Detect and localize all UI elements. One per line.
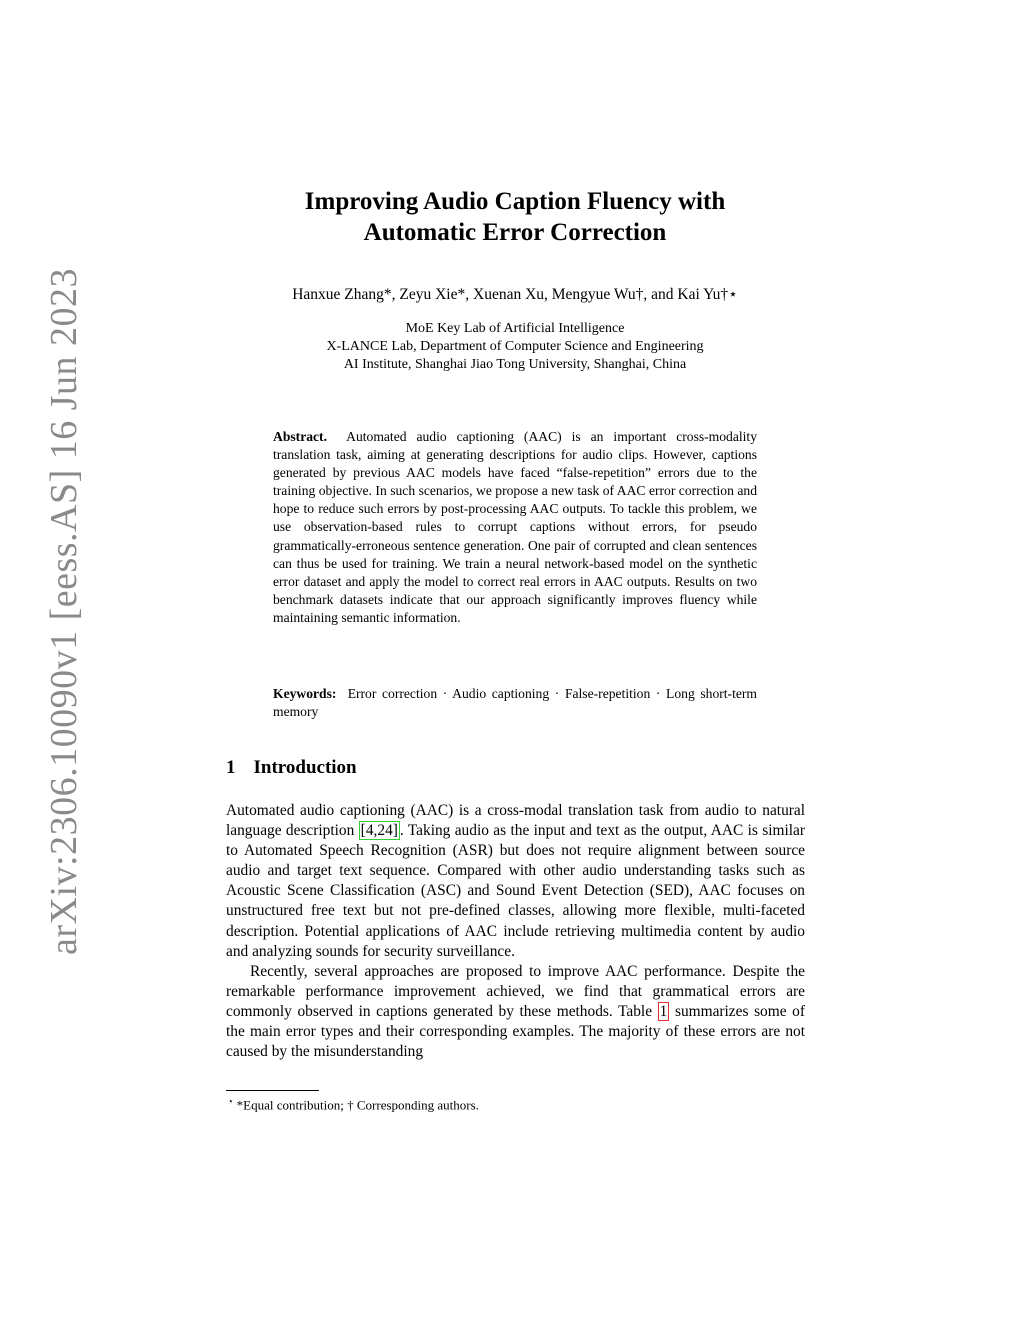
paragraph (226, 962, 805, 1062)
body-text (226, 801, 805, 1062)
cite-number: 4 (365, 822, 374, 840)
paragraph-text: Automated audio captioning (AAC) is a cross-modal translation task from audio to natural language description (226, 802, 805, 840)
abstract-label: Abstract. (273, 429, 327, 444)
paper-title (200, 186, 830, 248)
keywords-text: Error correction · Audio captioning · False-repetition · Long short-term memory (273, 686, 757, 720)
paragraph-text: summarizes some of the main error types and their corresponding examples. The majority of these errors are not caused by the misunderstanding (226, 1002, 805, 1061)
author-list: Hanxue Zhang*, Zeyu Xie*, Xuenan Xu, Mengyue Wu†, and Kai Yu†⋆ (292, 286, 738, 303)
cite-separator: , (373, 822, 378, 840)
footnote-divider (226, 1090, 319, 1091)
arxiv-identifier[interactable]: arXiv:2306.10090v1 [eess.AS] 16 Jun 2023 (43, 267, 85, 955)
table-ref-link[interactable]: 1 (659, 1002, 668, 1020)
footnote (228, 1096, 479, 1113)
cite-number: 24 (377, 822, 393, 840)
cite-bracket: ] (392, 822, 398, 840)
paragraph-text: Recently, several approaches are proposed to improve AAC performance. Despite the remarkable performance improvement achieved, we find that grammatical errors are commonly observed in captions generated by these methods. Table (226, 962, 805, 1020)
footnote-text: *Equal contribution; † Corresponding authors. (236, 1097, 479, 1113)
footnote-marker: ⋆ (228, 1096, 234, 1106)
section-title: Introduction (253, 757, 357, 778)
title-line-1: Improving Audio Caption Fluency with (304, 188, 726, 215)
keywords (273, 685, 757, 721)
affiliation-line: MoE Key Lab of Artificial Intelligence (405, 321, 625, 336)
keywords-label: Keywords: (273, 686, 337, 701)
affiliations (200, 320, 830, 374)
abstract (273, 428, 757, 627)
paragraph (226, 801, 805, 962)
paragraph-text: . Taking audio as the input and text as the output, AAC is similar to Automated Speech Recognition (ASR) but does not require alignment between source audio and target text sequence. Compared with other audio understanding tasks such as Acoustic Scene Classification (ASC) and Sound Event Detection (SED), AAC focuses on unstructured free text but not pre-defined classes, allowing more flexible, multi-faceted description. Potential applications of AAC include retrieving multimedia content by audio and analyzing sounds for security surveillance. (226, 822, 805, 960)
cite-bracket: [ (360, 822, 366, 840)
affiliation-line: AI Institute, Shanghai Jiao Tong University, Shanghai, China (343, 357, 687, 372)
abstract-text: Automated audio captioning (AAC) is an important cross-modality translation task, aiming at generating descriptions for audio clips. However, captions generated by previous AAC models have faced “false-repetition” errors due to the training objective. In such scenarios, we propose a new task of AAC error correction and hope to reduce such errors by post-processing AAC outputs. To tackle this problem, we use observation-based rules to corrupt captions without errors, for pseudo grammatically-erroneous sentence generation. One pair of corrupted and clean sentences can thus be used for training. We train a neural network-based model on the synthetic error dataset and apply the model to correct real errors in AAC outputs. Results on two benchmark datasets indicate that our approach significantly improves fluency while maintaining semantic information. (273, 429, 758, 625)
section-heading (226, 757, 357, 779)
section-number: 1 (226, 757, 236, 778)
affiliation-line: X-LANCE Lab, Department of Computer Science and Engineering (326, 339, 704, 354)
title-line-2: Automatic Error Correction (363, 219, 667, 246)
citation-link[interactable] (359, 821, 400, 840)
